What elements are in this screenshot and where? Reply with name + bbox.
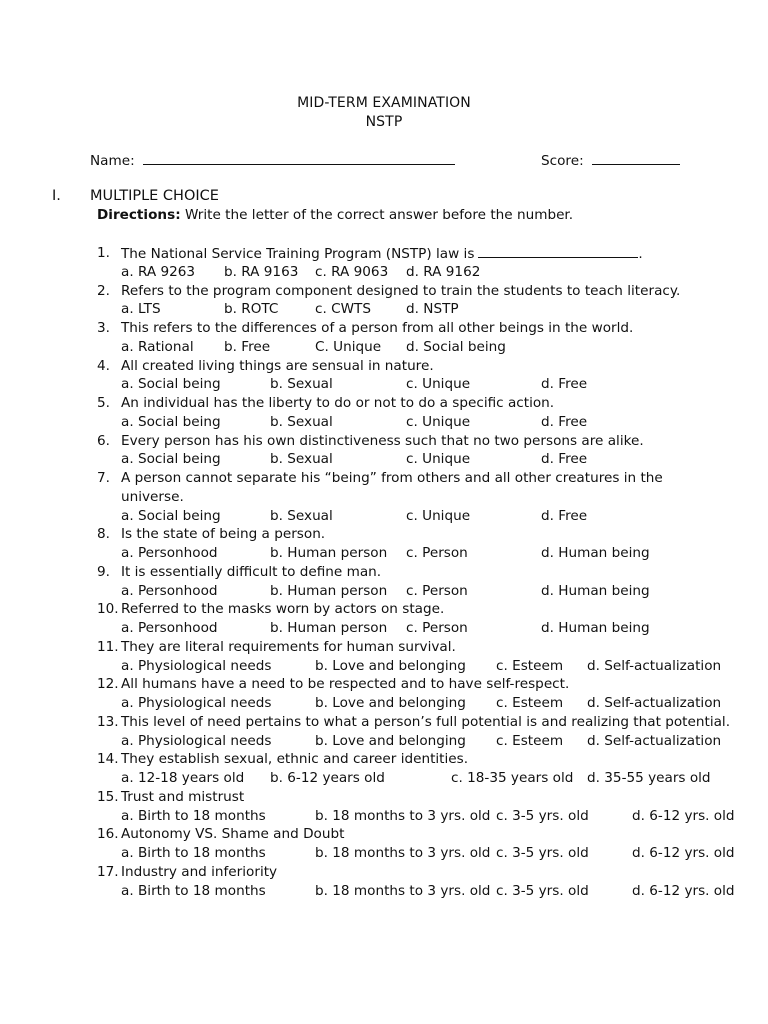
option-b: b. Free — [224, 338, 271, 355]
section-title: MULTIPLE CHOICE — [90, 188, 219, 204]
option-b: b. Sexual — [270, 376, 333, 393]
option-d: d. Human being — [541, 545, 650, 561]
option-b: b. RA 9163 — [224, 263, 299, 280]
option-c: c. 3-5 yrs. old — [496, 882, 589, 899]
question-10 — [0, 600, 768, 619]
option-b: b. 18 months to 3 yrs. old — [315, 845, 491, 861]
question-4 — [0, 357, 768, 376]
option-d: d. Free — [541, 451, 588, 468]
option-d: d. 6-12 yrs. old — [632, 882, 735, 899]
question-list — [0, 244, 768, 900]
option-b: b. Human person — [270, 620, 388, 636]
option-d: d. Free — [541, 376, 588, 393]
option-d: d. RA 9162 — [406, 263, 481, 280]
option-a: a. Social being — [121, 507, 221, 524]
score-blank[interactable] — [592, 150, 680, 165]
answer-options — [0, 375, 768, 394]
question-number: 2. — [97, 282, 110, 299]
question-number: 11. — [97, 638, 119, 655]
option-a: a. Birth to 18 months — [121, 807, 266, 824]
question-text-line: universe. — [121, 488, 184, 505]
answer-options — [0, 657, 768, 676]
option-b: b. 18 months to 3 yrs. old — [315, 807, 491, 824]
question-8 — [0, 525, 768, 544]
name-label: Name: — [90, 153, 135, 169]
question-1 — [0, 244, 768, 263]
question-number: 16. — [97, 826, 119, 843]
question-number: 4. — [97, 357, 110, 374]
option-b: b. 18 months to 3 yrs. old — [315, 882, 491, 899]
option-c: c. Person — [406, 545, 468, 561]
answer-options — [0, 619, 768, 638]
question-number: 1. — [97, 245, 110, 261]
score-field — [541, 150, 680, 171]
question-16 — [0, 825, 768, 844]
option-a: a. Personhood — [121, 545, 218, 561]
option-a: a. Physiological needs — [121, 732, 272, 749]
question-text: They are literal requirements for human survival. — [121, 638, 456, 655]
option-a: a. Rational — [121, 338, 194, 355]
answer-options — [0, 450, 768, 469]
question-text: They establish sexual, ethnic and career identities. — [121, 751, 469, 768]
question-number: 12. — [97, 676, 119, 693]
option-c: c. Person — [406, 582, 468, 599]
question-number: 8. — [97, 526, 110, 543]
answer-options — [0, 338, 768, 357]
question-text: The National Service Training Program (NSTP) law is . — [121, 246, 643, 262]
option-c: c. Unique — [406, 413, 471, 430]
answer-options — [0, 582, 768, 601]
option-c: c. Esteem — [496, 695, 564, 711]
option-a: a. RA 9263 — [121, 263, 196, 280]
question-6 — [0, 432, 768, 451]
answer-blank[interactable] — [478, 244, 638, 258]
answer-options — [0, 732, 768, 751]
option-a: a. Physiological needs — [121, 695, 272, 711]
question-number: 7. — [97, 470, 110, 486]
question-text: A person cannot separate his “being” from others and all other creatures in the — [121, 470, 663, 486]
option-d: d. Social being — [406, 338, 506, 355]
answer-options — [0, 882, 768, 901]
question-number: 6. — [97, 432, 110, 449]
option-a: a. Social being — [121, 376, 221, 393]
answer-options — [0, 769, 768, 788]
option-d: d. Human being — [541, 582, 650, 599]
question-text: Refers to the program component designed to train the students to teach literacy. — [121, 282, 681, 299]
option-b: b. Love and belonging — [315, 695, 466, 711]
question-text: This level of need pertains to what a person’s full potential is and realizing that potential. — [121, 713, 731, 730]
question-number: 14. — [97, 751, 119, 768]
answer-options — [0, 544, 768, 563]
question-3 — [0, 319, 768, 338]
option-d: d. Human being — [541, 620, 650, 636]
option-c: c. Unique — [406, 451, 471, 468]
option-d: d. Self-actualization — [587, 732, 722, 749]
option-d: d. 6-12 yrs. old — [632, 845, 735, 861]
option-a: a. Birth to 18 months — [121, 882, 266, 899]
question-text: An individual has the liberty to do or not to do a specific action. — [121, 395, 555, 411]
question-13 — [0, 713, 768, 732]
option-d: d. Self-actualization — [587, 657, 722, 674]
answer-options — [0, 807, 768, 826]
question-text: Trust and mistrust — [121, 788, 245, 805]
question-11 — [0, 638, 768, 657]
option-d: d. NSTP — [406, 301, 459, 318]
question-text-continued — [0, 488, 768, 507]
question-text: Autonomy VS. Shame and Doubt — [121, 826, 345, 843]
option-b: b. ROTC — [224, 301, 279, 318]
answer-options — [0, 844, 768, 863]
question-text: Is the state of being a person. — [121, 526, 326, 543]
option-b: b. Human person — [270, 545, 388, 561]
option-a: a. Social being — [121, 451, 221, 468]
option-c: c. 3-5 yrs. old — [496, 845, 589, 861]
question-text: All humans have a need to be respected and to have self-respect. — [121, 676, 570, 693]
answer-options — [0, 413, 768, 432]
exam-subject: NSTP — [365, 114, 403, 130]
option-c: c. 3-5 yrs. old — [496, 807, 589, 824]
option-c: C. Unique — [315, 338, 382, 355]
option-b: b. Sexual — [270, 507, 333, 524]
question-15 — [0, 788, 768, 807]
question-suffix: . — [638, 246, 643, 262]
question-number: 5. — [97, 395, 110, 411]
question-number: 3. — [97, 320, 110, 336]
option-d: d. Free — [541, 507, 588, 524]
option-c: c. Esteem — [496, 732, 564, 749]
option-c: c. Unique — [406, 507, 471, 524]
question-7 — [0, 469, 768, 488]
answer-options — [0, 507, 768, 526]
option-c: c. CWTS — [315, 301, 371, 318]
question-17 — [0, 863, 768, 882]
question-number: 13. — [97, 713, 119, 730]
exam-title: MID-TERM EXAMINATION — [297, 95, 471, 111]
option-a: a. Social being — [121, 413, 221, 430]
option-d: d. Self-actualization — [587, 695, 722, 711]
directions-label: Directions: — [97, 207, 181, 223]
option-a: a. Birth to 18 months — [121, 845, 266, 861]
section-number: I. — [52, 188, 61, 204]
question-text: All created living things are sensual in nature. — [121, 357, 434, 374]
option-a: a. Personhood — [121, 582, 218, 599]
option-a: a. 12-18 years old — [121, 770, 245, 786]
question-9 — [0, 563, 768, 582]
option-c: c. RA 9063 — [315, 263, 389, 280]
question-number: 9. — [97, 563, 110, 580]
question-5 — [0, 394, 768, 413]
directions-text: Write the letter of the correct answer before the number. — [180, 207, 574, 223]
option-b: b. Love and belonging — [315, 657, 466, 674]
question-text: It is essentially difficult to define man. — [121, 563, 382, 580]
option-b: b. Love and belonging — [315, 732, 466, 749]
question-text: This refers to the differences of a person from all other beings in the world. — [121, 320, 634, 336]
question-12 — [0, 675, 768, 694]
option-b: b. Human person — [270, 582, 388, 599]
question-number: 17. — [97, 863, 119, 880]
option-d: d. 35-55 years old — [587, 770, 711, 786]
answer-options — [0, 263, 768, 282]
question-number: 10. — [97, 601, 119, 618]
option-c: c. Unique — [406, 376, 471, 393]
question-2 — [0, 282, 768, 301]
directions — [97, 206, 573, 225]
question-number: 15. — [97, 788, 119, 805]
option-a: a. Physiological needs — [121, 657, 272, 674]
option-b: b. Sexual — [270, 413, 333, 430]
option-c: c. Person — [406, 620, 468, 636]
question-14 — [0, 750, 768, 769]
option-d: d. 6-12 yrs. old — [632, 807, 735, 824]
option-b: b. Sexual — [270, 451, 333, 468]
name-field — [90, 150, 455, 171]
section-heading — [52, 187, 219, 206]
option-d: d. Free — [541, 413, 588, 430]
option-a: a. LTS — [121, 301, 161, 318]
question-text: Every person has his own distinctiveness such that no two persons are alike. — [121, 432, 644, 449]
answer-options — [0, 694, 768, 713]
option-c: c. 18-35 years old — [451, 770, 574, 786]
name-blank[interactable] — [143, 150, 455, 165]
question-text: Industry and inferiority — [121, 863, 278, 880]
answer-options — [0, 300, 768, 319]
option-b: b. 6-12 years old — [270, 770, 385, 786]
option-a: a. Personhood — [121, 620, 218, 636]
score-label: Score: — [541, 153, 584, 169]
option-c: c. Esteem — [496, 657, 564, 674]
question-text: Referred to the masks worn by actors on stage. — [121, 601, 445, 618]
